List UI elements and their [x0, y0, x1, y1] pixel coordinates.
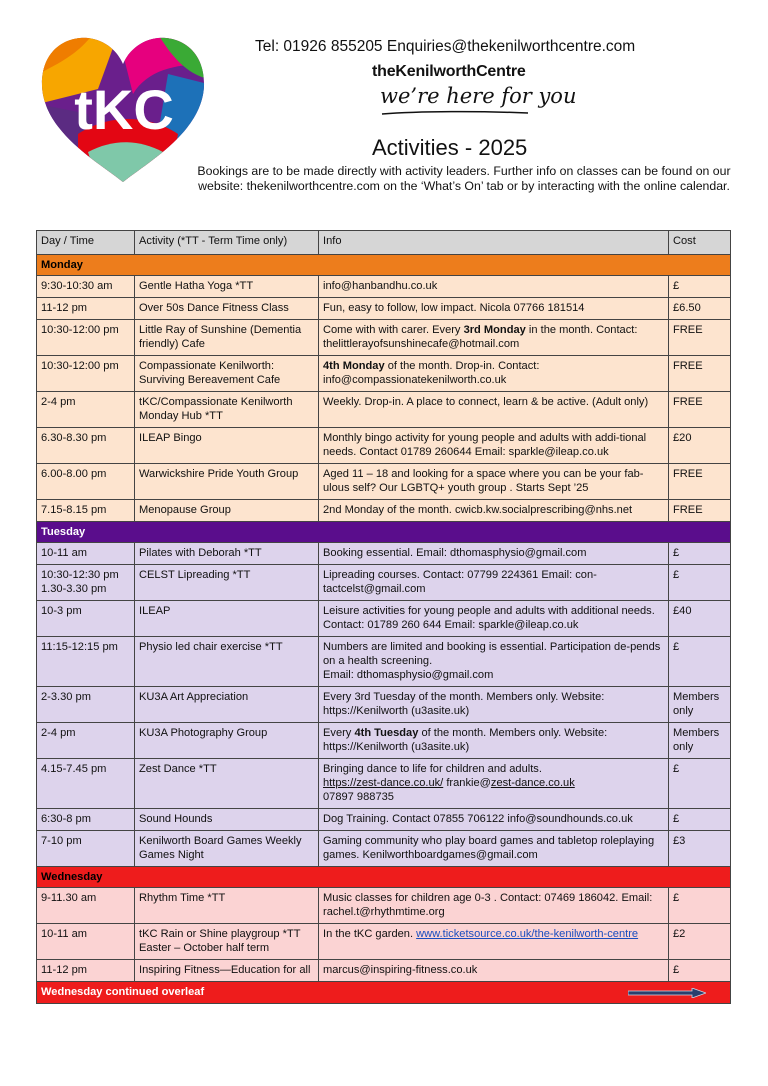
logo-text: tKC: [74, 78, 174, 141]
zest-email-link[interactable]: zest-dance.co.uk: [490, 777, 575, 789]
cell-activity: Rhythm Time *TT: [135, 888, 319, 924]
info-text: in the month. Contact: thelittlerayofsunshinecafe@hotmail.com: [323, 324, 638, 350]
table-row: [37, 428, 731, 464]
cell-info: Aged 11 – 18 and looking for a space where you can be your fab-ulous self? Our LGBTQ+ youth group . Starts Sept ’25: [319, 464, 669, 500]
cell-info: [319, 320, 669, 356]
tagline-underline: [380, 110, 530, 116]
ticketsource-link[interactable]: www.ticketsource.co.uk/the-kenilworth-centre: [416, 928, 639, 940]
cell-activity: Kenilworth Board Games Weekly Games Night: [135, 831, 319, 867]
table-row: [37, 601, 731, 637]
table-row: [37, 565, 731, 601]
cell-time: 9-11.30 am: [37, 888, 135, 924]
cell-time: 10-3 pm: [37, 601, 135, 637]
cell-time: 10:30-12:30 pm 1.30-3.30 pm: [37, 565, 135, 601]
cell-info: Leisure activities for young people and adults with additional needs. Contact: 01789 260 644 Email: sparkle@ileap.co.uk: [319, 601, 669, 637]
col-header-activity: Activity (*TT - Term Time only): [135, 231, 319, 255]
cell-activity: Compassionate Kenilworth: Surviving Bereavement Cafe: [135, 356, 319, 392]
cell-time: 11-12 pm: [37, 960, 135, 982]
cell-info: Booking essential. Email: dthomasphysio@gmail.com: [319, 543, 669, 565]
cell-activity: Zest Dance *TT: [135, 759, 319, 809]
cell-cost: £: [669, 637, 731, 687]
cell-activity: Sound Hounds: [135, 809, 319, 831]
cell-activity: Little Ray of Sunshine (Dementia friendly) Cafe: [135, 320, 319, 356]
cell-info: Weekly. Drop-in. A place to connect, learn & be active. (Adult only): [319, 392, 669, 428]
section-label: Tuesday: [37, 522, 731, 543]
section-label: Monday: [37, 255, 731, 276]
cell-info: marcus@inspiring-fitness.co.uk: [319, 960, 669, 982]
cell-time: 2-4 pm: [37, 392, 135, 428]
cell-info: Every 3rd Tuesday of the month. Members only. Website: https://Kenilworth (u3asite.uk): [319, 687, 669, 723]
cell-time: 4.15-7.45 pm: [37, 759, 135, 809]
continued-text: Wednesday continued overleaf: [41, 986, 205, 998]
cell-time: 7-10 pm: [37, 831, 135, 867]
cell-cost: £: [669, 759, 731, 809]
footer-row: [37, 982, 731, 1004]
cell-activity: Pilates with Deborah *TT: [135, 543, 319, 565]
cell-activity: Gentle Hatha Yoga *TT: [135, 276, 319, 298]
info-text: Come with with carer. Every: [323, 324, 464, 336]
cell-cost: £: [669, 888, 731, 924]
cell-cost: £6.50: [669, 298, 731, 320]
cell-time: 6.30-8.30 pm: [37, 428, 135, 464]
info-text: Bringing dance to life for children and adults.: [323, 763, 542, 775]
info-bold: 4th Monday: [323, 360, 385, 372]
cell-info: Fun, easy to follow, low impact. Nicola 07766 181514: [319, 298, 669, 320]
cell-activity: Over 50s Dance Fitness Class: [135, 298, 319, 320]
cell-time: 2-4 pm: [37, 723, 135, 759]
cell-time: 11-12 pm: [37, 298, 135, 320]
info-text: Every: [323, 727, 355, 739]
table-row: [37, 960, 731, 982]
cell-activity: ILEAP: [135, 601, 319, 637]
section-header-wednesday: [37, 867, 731, 888]
info-text: In the tKC garden.: [323, 928, 417, 940]
table-body: [37, 255, 731, 1004]
cell-time: 11:15-12:15 pm: [37, 637, 135, 687]
cell-cost: £: [669, 565, 731, 601]
cell-info: Music classes for children age 0-3 . Contact: 07469 186042. Email: rachel.t@rhythmtime.org: [319, 888, 669, 924]
table-row: [37, 298, 731, 320]
table-row: [37, 276, 731, 298]
col-header-cost: Cost: [669, 231, 731, 255]
cell-info: [319, 723, 669, 759]
table-row: [37, 687, 731, 723]
cell-activity: Physio led chair exercise *TT: [135, 637, 319, 687]
cell-cost: £: [669, 276, 731, 298]
table-row: [37, 723, 731, 759]
cell-time: 6:30-8 pm: [37, 809, 135, 831]
cell-info: [319, 356, 669, 392]
col-header-time: Day / Time: [37, 231, 135, 255]
cell-activity: Inspiring Fitness—Education for all: [135, 960, 319, 982]
cell-activity: KU3A Art Appreciation: [135, 687, 319, 723]
table-row: [37, 392, 731, 428]
cell-cost: £40: [669, 601, 731, 637]
table-row: [37, 809, 731, 831]
cell-activity: Menopause Group: [135, 500, 319, 522]
info-text: frankie@: [443, 777, 491, 789]
cell-info: Numbers are limited and booking is essential. Participation de-pends on a health screening. Email: dthomasphysio@gmail.com: [319, 637, 669, 687]
brand-name: theKenilworthCentre: [372, 63, 526, 80]
cell-cost: £3: [669, 831, 731, 867]
cell-time: 10-11 am: [37, 543, 135, 565]
cell-info: Dog Training. Contact 07855 706122 info@soundhounds.co.uk: [319, 809, 669, 831]
cell-cost: FREE: [669, 464, 731, 500]
section-header-monday: [37, 255, 731, 276]
info-text: of the month. Drop-in. Contact: info@compassionatekenilworth.co.uk: [323, 360, 540, 386]
table-row: [37, 831, 731, 867]
tkc-heart-logo: [38, 34, 208, 184]
col-header-info: Info: [319, 231, 669, 255]
table-row: [37, 888, 731, 924]
cell-cost: £: [669, 809, 731, 831]
cell-time: 9:30-10:30 am: [37, 276, 135, 298]
intro-text: Bookings are to be made directly with activity leaders. Further info on classes can be found on our website: thekenilworthcentre.com on the ‘What’s On’ tab or by interacting with the online calendar.: [197, 164, 731, 193]
info-text: of the month. Members only. Website: https://Kenilworth (u3asite.uk): [323, 727, 608, 753]
table-row: [37, 464, 731, 500]
cell-cost: £: [669, 960, 731, 982]
cell-activity: ILEAP Bingo: [135, 428, 319, 464]
cell-activity: tKC/Compassionate Kenilworth Monday Hub *TT: [135, 392, 319, 428]
table-header-row: [37, 231, 731, 255]
cell-time: 6.00-8.00 pm: [37, 464, 135, 500]
section-header-tuesday: [37, 522, 731, 543]
continued-overleaf-note: [37, 982, 731, 1004]
table-row: [37, 759, 731, 809]
table-row: [37, 543, 731, 565]
cell-cost: Members only: [669, 723, 731, 759]
info-bold: 4th Tuesday: [354, 727, 419, 739]
cell-cost: £20: [669, 428, 731, 464]
section-label: Wednesday: [37, 867, 731, 888]
cell-info: 2nd Monday of the month. cwicb.kw.socialprescribing@nhs.net: [319, 500, 669, 522]
table-row: [37, 924, 731, 960]
table-row: [37, 637, 731, 687]
cell-activity: tKC Rain or Shine playgroup *TT Easter – October half term: [135, 924, 319, 960]
cell-activity: KU3A Photography Group: [135, 723, 319, 759]
cell-time: 7.15-8.15 pm: [37, 500, 135, 522]
cell-info: info@hanbandhu.co.uk: [319, 276, 669, 298]
table-row: [37, 356, 731, 392]
cell-cost: £: [669, 543, 731, 565]
cell-info: [319, 924, 669, 960]
cell-info: [319, 759, 669, 809]
info-text: 07897 988735: [323, 791, 394, 803]
activities-table: [36, 230, 731, 1004]
table-row: [37, 500, 731, 522]
cell-info: Gaming community who play board games and tabletop roleplaying games. Kenilworthboardgames@gmail.com: [319, 831, 669, 867]
cell-time: 10:30-12:00 pm: [37, 320, 135, 356]
cell-time: 2-3.30 pm: [37, 687, 135, 723]
zest-website-link[interactable]: https://zest-dance.co.uk/: [323, 777, 444, 789]
cell-activity: Warwickshire Pride Youth Group: [135, 464, 319, 500]
cell-time: 10:30-12:00 pm: [37, 356, 135, 392]
cell-cost: FREE: [669, 356, 731, 392]
cell-cost: Members only: [669, 687, 731, 723]
cell-cost: £2: [669, 924, 731, 960]
cell-time: 10-11 am: [37, 924, 135, 960]
tagline: we’re here for you: [380, 84, 577, 108]
cell-activity: CELST Lipreading *TT: [135, 565, 319, 601]
cell-cost: FREE: [669, 500, 731, 522]
table-row: [37, 320, 731, 356]
cell-cost: FREE: [669, 320, 731, 356]
contact-line: Tel: 01926 855205 Enquiries@thekenilworthcentre.com: [255, 38, 636, 55]
right-arrow-icon: [628, 988, 706, 998]
page-title: Activities - 2025: [372, 135, 528, 160]
info-bold: 3rd Monday: [463, 324, 526, 336]
cell-cost: FREE: [669, 392, 731, 428]
cell-info: Monthly bingo activity for young people and adults with addi-tional needs. Contact 01789 260644 Email: sparkle@ileap.co.uk: [319, 428, 669, 464]
cell-info: Lipreading courses. Contact: 07799 224361 Email: con-tactcelst@gmail.com: [319, 565, 669, 601]
